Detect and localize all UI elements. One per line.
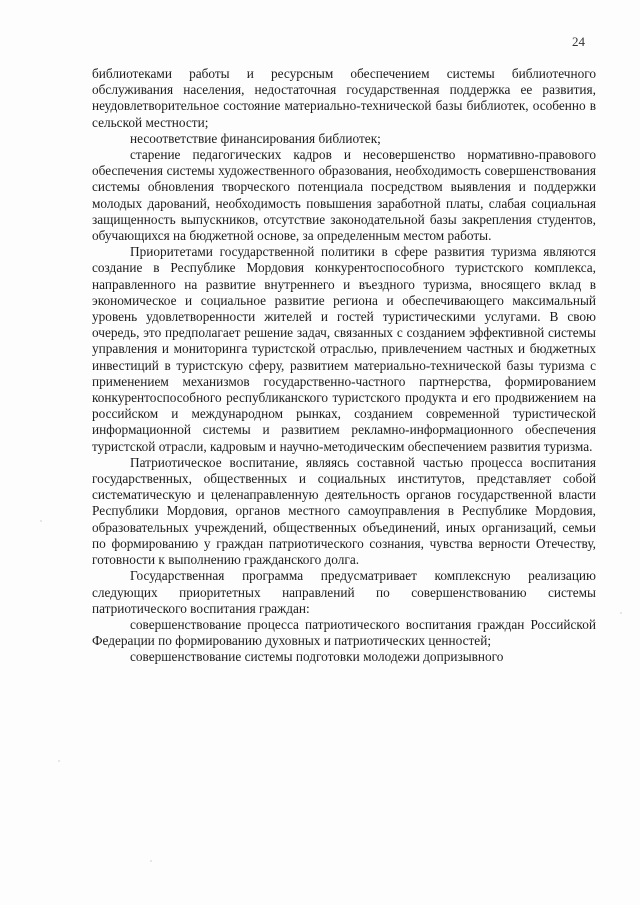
page-number: 24 — [572, 34, 585, 49]
paragraph-libraries-problems: библиотеками работы и ресурсным обеспечением системы библиотечного обслуживания населения, недостаточная государственная поддержка ее развития, неудовлетворительное состояние материально-технической базы библиотек, особенно в сельской местности; — [92, 66, 596, 130]
paragraph-improve-training: совершенствование системы подготовки молодежи допризывного — [130, 649, 504, 665]
scan-speck — [150, 860, 152, 862]
scan-speck — [620, 612, 622, 614]
paragraph-improve-process: совершенствование процесса патриотического воспитания граждан Российской Федерации по формированию духовных и патриотических ценностей; — [92, 616, 596, 649]
paragraph-tourism-priorities: Приоритетами государственной политики в сфере развития туризма являются создание в Республике Мордовия конкурентоспособного туристского комплекса, направленного на развитие внутреннего и въездного туризма, вносящего вклад в экономическое и социальное развитие региона и обеспечивающего максимальный уровень удовлетворенности жителей и гостей туристическими услугами. В свою очередь, это предполагает решение задач, связанных с созданием эффективной системы управления и мониторинга туристской отраслью, привлечением частных и бюджетных инвестиций в туристскую сферу, развитием материально-технической базы туризма с применением механизмов государственно-частного партнерства, формированием конкурентоспособного республиканского туристского продукта и его продвижением на российском и международном рынках, созданием современной туристической информационной системы и развитием рекламно-информационного обеспечения туристской отрасли, кадровым и научно-методическим обеспечением развития туризма. — [92, 244, 596, 454]
scan-speck — [58, 760, 60, 762]
document-body — [92, 66, 596, 666]
scan-speck — [40, 520, 42, 522]
paragraph-program-directions: Государственная программа предусматривает комплексную реализацию следующих приоритетных направлений по совершенствованию системы патриотического воспитания граждан: — [92, 568, 596, 616]
paragraph-teaching-staff: старение педагогических кадров и несовершенство нормативно-правового обеспечения системы художественного образования, необходимость совершенствования системы обновления творческого потенциала посредством выявления и поддержки молодых дарований, необходимость повышения заработной платы, слабая социальная защищенность выпускников, отсутствие законодательной базы закрепления студентов, обучающихся на бюджетной основе, за определенным местом работы. — [92, 147, 596, 244]
paragraph-library-funding: несоответствие финансирования библиотек; — [130, 130, 381, 146]
paragraph-patriotic-education: Патриотическое воспитание, являясь составной частью процесса воспитания государственных, общественных и социальных институтов, представляет собой систематическую и целенаправленную деятельность органов государственной власти Республики Мордовия, органов местного самоуправления в Республике Мордовия, образовательных учреждений, общественных объединений, иных организаций, семьи по формированию у граждан патриотического сознания, чувства верности Отечеству, готовности к выполнению гражданского долга. — [92, 454, 596, 568]
